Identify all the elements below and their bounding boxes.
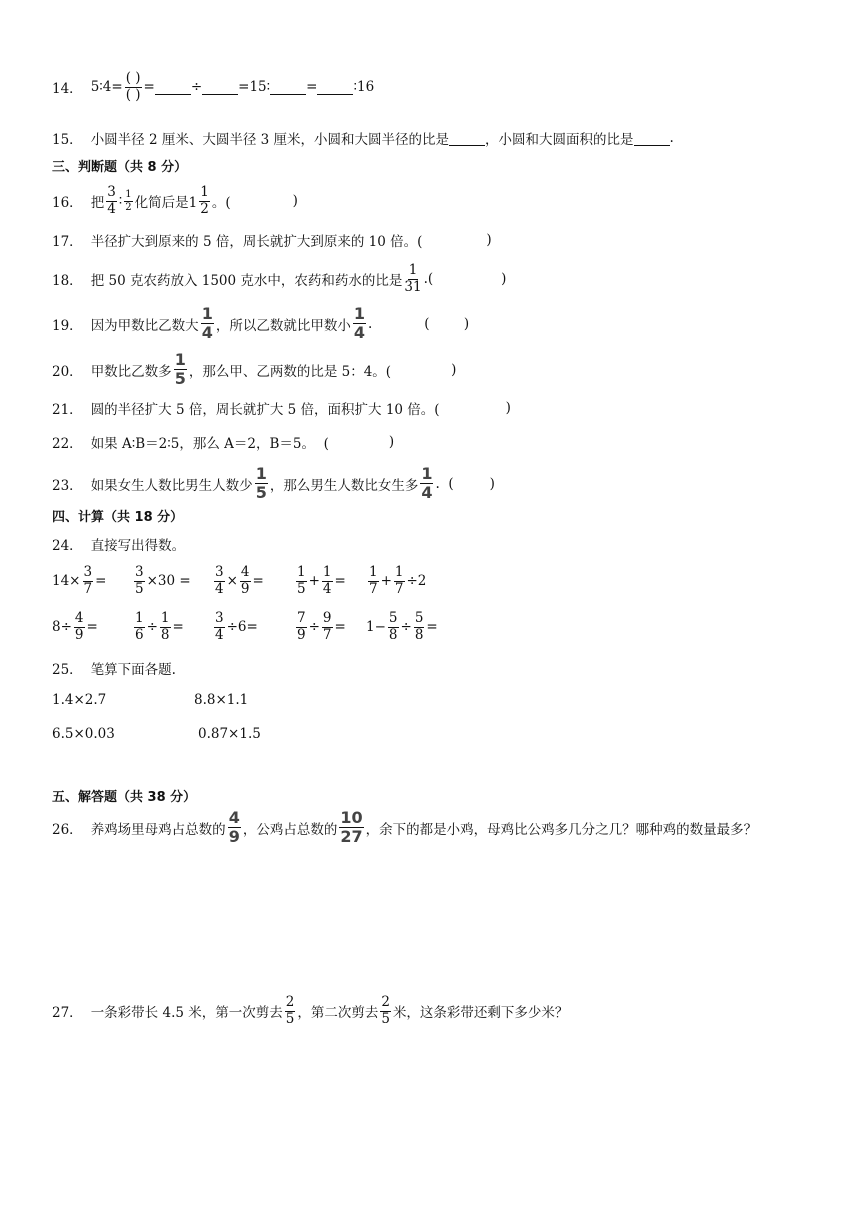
answer-blank[interactable] xyxy=(202,80,238,95)
calc-item: 14× $\frac{3}{7}$ = xyxy=(52,564,107,597)
answer-blank[interactable] xyxy=(317,80,353,95)
question-number: 24． xyxy=(52,538,83,554)
question-text: 5∶4= xyxy=(90,79,123,95)
question-18: 18． 把 50 克农药放入 1500 克水中，农药和药水的比是 $\frac{1}{31}$ .( ) xyxy=(52,262,507,295)
blank-fraction: $\frac{( )}{( )}$ xyxy=(125,70,141,103)
written-calc-c: 6.5×0.03 xyxy=(52,726,115,742)
answer-blank[interactable] xyxy=(155,80,191,95)
question-number: 26． xyxy=(52,821,83,838)
question-20: 20． 甲数比乙数多 $\frac{1}{5}$ ，那么甲、乙两数的比是 5：4。( ) xyxy=(52,350,457,388)
answer-blank[interactable] xyxy=(634,131,670,146)
fraction: $\frac{1}{6}$ xyxy=(135,610,144,643)
question-15: 15． 小圆半径 2 厘米、大圆半径 3 厘米，小圆和大圆半径的比是 ，小圆和大圆面积的比是 . xyxy=(52,130,674,148)
fraction: $\frac{4}{9}$ xyxy=(240,564,250,597)
fraction: $\frac{5}{8}$ xyxy=(388,610,398,643)
fraction: $\frac{5}{8}$ xyxy=(414,610,424,643)
fraction: $\frac{3}{4}$ xyxy=(215,610,224,643)
fraction: $\frac{1}{5}$ xyxy=(297,564,306,597)
question-number: 23． xyxy=(52,477,83,494)
written-calc-b: 8.8×1.1 xyxy=(194,692,249,708)
answer-blank[interactable] xyxy=(449,131,485,146)
fraction: $\frac{3}{4}$ xyxy=(215,564,224,597)
calc-item: $\frac{3}{5}$ ×30 = xyxy=(135,564,191,597)
fraction: $\frac{1}{8}$ xyxy=(160,610,170,643)
question-number: 17． xyxy=(52,234,83,250)
answer-paren[interactable]: ( ) xyxy=(424,315,470,332)
question-24: 24． 直接写出得数。 xyxy=(52,534,185,554)
question-number: 19． xyxy=(52,317,83,334)
calc-item: $\frac{7}{9}$ ÷ $\frac{9}{7}$ = xyxy=(297,610,346,643)
calc-item: 1− $\frac{5}{8}$ ÷ $\frac{5}{8}$ = xyxy=(366,610,438,643)
section-5-heading: 五、解答题（共 38 分） xyxy=(52,790,197,805)
fraction: $\frac{1}{7}$ xyxy=(369,564,378,597)
question-21: 21． 圆的半径扩大 5 倍，周长就扩大 5 倍，面积扩大 10 倍。( ) xyxy=(52,400,511,418)
question-number: 25． xyxy=(52,662,83,678)
fraction: $\frac{3}{5}$ xyxy=(135,564,144,597)
calc-item: $\frac{3}{4}$ ÷6= xyxy=(215,610,258,643)
question-17: 17． 半径扩大到原来的 5 倍，周长就扩大到原来的 10 倍。( ) xyxy=(52,232,492,250)
question-23: 23． 如果女生人数比男生人数少 $\frac{1}{5}$ ，那么男生人数比女生多 $\frac{1}{4}$ . ( ) xyxy=(52,464,495,502)
question-number: 20． xyxy=(52,363,83,380)
written-calc-a: 1.4×2.7 xyxy=(52,692,107,708)
fraction: $\frac{1}{4}$ xyxy=(322,564,332,597)
question-25: 25． 笔算下面各题. xyxy=(52,658,176,678)
question-14: 14． 5∶4= $\frac{( )}{( )}$ = ÷ =15∶ = ∶16 xyxy=(52,70,375,103)
question-number: 22． xyxy=(52,436,83,452)
question-19: 19． 因为甲数比乙数大 $\frac{1}{4}$ ，所以乙数就比甲数小 $\frac{1}{4}$ . ( ) xyxy=(52,304,470,342)
question-number: 15． xyxy=(52,132,83,148)
question-number: 16． xyxy=(52,195,83,211)
question-27: 27． 一条彩带长 4.5 米，第一次剪去 $\frac{2}{5}$ ，第二次剪去 $\frac{2}{5}$ 米，这条彩带还剩下多少米？ xyxy=(52,994,569,1027)
question-22: 22． 如果 A∶B＝2∶5，那么 A＝2，B＝5。 ( ) xyxy=(52,434,395,452)
fraction: $\frac{7}{9}$ xyxy=(297,610,306,643)
question-number: 27． xyxy=(52,1005,83,1021)
calc-item: $\frac{1}{6}$ ÷ $\frac{1}{8}$ = xyxy=(135,610,184,643)
calc-item: 8÷ $\frac{4}{9}$ = xyxy=(52,610,98,643)
calc-item: $\frac{3}{4}$ × $\frac{4}{9}$ = xyxy=(215,564,264,597)
answer-blank[interactable] xyxy=(270,80,306,95)
fraction: $\frac{3}{7}$ xyxy=(83,564,93,597)
written-calc-d: 0.87×1.5 xyxy=(198,726,261,742)
question-number: 18． xyxy=(52,273,83,289)
section-4-heading: 四、计算（共 18 分） xyxy=(52,510,184,525)
fraction: $\frac{9}{7}$ xyxy=(322,610,332,643)
question-number: 21． xyxy=(52,402,83,418)
calc-item: $\frac{1}{5}$ + $\frac{1}{4}$ = xyxy=(297,564,346,597)
fraction: $\frac{4}{9}$ xyxy=(74,610,84,643)
fraction: $\frac{1}{7}$ xyxy=(394,564,404,597)
question-26: 26． 养鸡场里母鸡占总数的 $\frac{4}{9}$ ，公鸡占总数的 $\frac{10}{27}$ ，余下的都是小鸡，母鸡比公鸡多几分之几？哪种鸡的数量最多？ xyxy=(52,808,758,846)
section-3-heading: 三、判断题（共 8 分） xyxy=(52,160,188,175)
question-16: 16． 把 $\frac{3}{4}$ ∶ $\frac{1}{2}$ 化简后是1 $\frac{1}{2}$ 。( ) xyxy=(52,184,298,217)
question-number: 14． xyxy=(52,81,83,97)
calc-item: $\frac{1}{7}$ + $\frac{1}{7}$ ÷2 xyxy=(369,564,427,597)
